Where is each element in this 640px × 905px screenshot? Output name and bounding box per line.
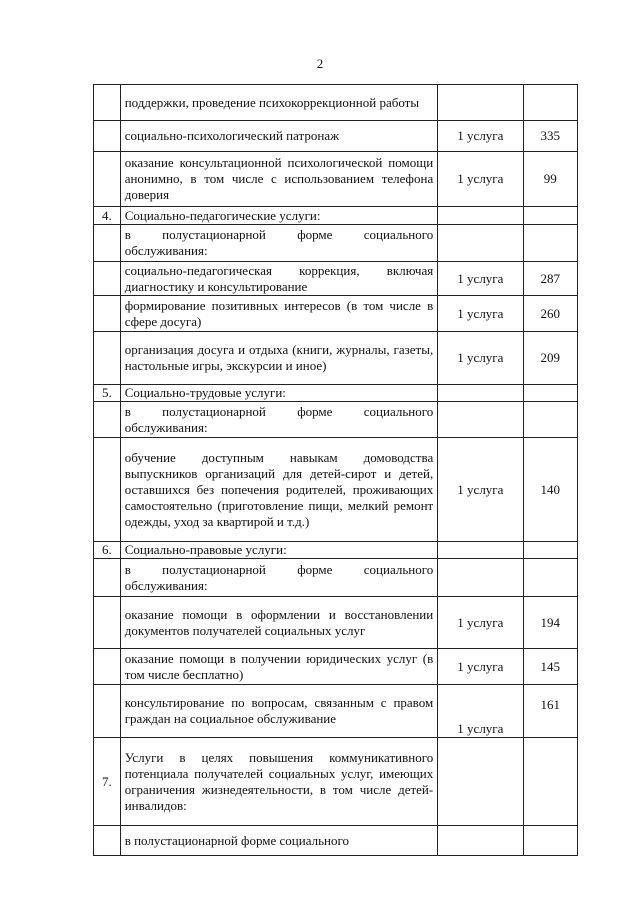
row-number (94, 685, 121, 738)
unit-cell: 1 услуга (438, 296, 523, 332)
page-number: 2 (316, 56, 324, 71)
price-cell (523, 542, 578, 559)
table-row (94, 826, 578, 856)
service-description: в полустационарной форме социального обслуживания: (120, 559, 438, 597)
service-description: оказание помощи в оформлении и восстановлении документов получателей социальных услуг (120, 597, 438, 649)
table-row (94, 685, 578, 738)
unit-cell (438, 542, 523, 559)
row-number (94, 438, 121, 542)
row-number (94, 826, 121, 856)
price-cell (523, 826, 578, 856)
table-row (94, 385, 578, 402)
table-row (94, 542, 578, 559)
unit-cell (438, 559, 523, 597)
row-number (94, 85, 121, 121)
row-number (94, 121, 121, 152)
row-number (94, 262, 121, 296)
service-description: в полустационарной форме социального обслуживания: (120, 225, 438, 262)
price-cell (523, 402, 578, 438)
unit-cell (438, 207, 523, 225)
price-cell: 209 (523, 332, 578, 385)
table-row (94, 559, 578, 597)
unit-cell: 1 услуга (438, 152, 523, 207)
unit-cell (438, 85, 523, 121)
price-cell (523, 207, 578, 225)
unit-cell: 1 услуга (438, 438, 523, 542)
price-cell (523, 85, 578, 121)
table-row (94, 121, 578, 152)
row-number (94, 597, 121, 649)
table-row (94, 225, 578, 262)
row-number (94, 225, 121, 262)
service-description: социально-педагогическая коррекция, включая диагностику и консультирование (120, 262, 438, 296)
row-number: 4. (94, 207, 121, 225)
row-number: 5. (94, 385, 121, 402)
price-cell (523, 559, 578, 597)
unit-cell (438, 826, 523, 856)
table-row (94, 207, 578, 225)
service-description: консультирование по вопросам, связанным с правом граждан на социальное обслуживание (120, 685, 438, 738)
price-cell (523, 738, 578, 826)
table-row (94, 296, 578, 332)
price-cell (523, 225, 578, 262)
table-row (94, 152, 578, 207)
service-description: формирование позитивных интересов (в том числе в сфере досуга) (120, 296, 438, 332)
row-number (94, 332, 121, 385)
price-cell: 99 (523, 152, 578, 207)
service-description: поддержки, проведение психокоррекционной работы (120, 85, 438, 121)
unit-cell: 1 услуга (438, 649, 523, 685)
unit-cell: 1 услуга (438, 121, 523, 152)
section-title: Социально-педагогические услуги: (120, 207, 438, 225)
unit-cell (438, 402, 523, 438)
services-table (93, 84, 578, 856)
table-row (94, 597, 578, 649)
table-row (94, 649, 578, 685)
service-description: в полустационарной форме социального обслуживания: (120, 402, 438, 438)
row-number (94, 152, 121, 207)
section-title: Услуги в целях повышения коммуникативного потенциала получателей социальных услуг, имеющих ограничения жизнедеятельности, в том числе детей-инвалидов: (120, 738, 438, 826)
service-description: организация досуга и отдыха (книги, журналы, газеты, настольные игры, экскурсии и иное) (120, 332, 438, 385)
price-cell: 140 (523, 438, 578, 542)
section-title: Социально-трудовые услуги: (120, 385, 438, 402)
table-row (94, 738, 578, 826)
unit-cell: 1 услуга (438, 597, 523, 649)
row-number (94, 296, 121, 332)
price-cell: 335 (523, 121, 578, 152)
price-cell: 260 (523, 296, 578, 332)
table-row (94, 332, 578, 385)
unit-cell: 1 услуга (438, 685, 523, 738)
row-number (94, 559, 121, 597)
unit-cell (438, 738, 523, 826)
service-description: в полустационарной форме социального (120, 826, 438, 856)
table-row (94, 438, 578, 542)
service-description: оказание консультационной психологической помощи анонимно, в том числе с использованием телефона доверия (120, 152, 438, 207)
price-cell: 287 (523, 262, 578, 296)
row-number (94, 649, 121, 685)
table-row (94, 85, 578, 121)
price-cell: 194 (523, 597, 578, 649)
unit-cell: 1 услуга (438, 332, 523, 385)
unit-cell (438, 225, 523, 262)
price-cell: 161 (523, 685, 578, 738)
table-row (94, 262, 578, 296)
unit-cell: 1 услуга (438, 262, 523, 296)
unit-cell (438, 385, 523, 402)
row-number: 7. (94, 738, 121, 826)
price-cell (523, 385, 578, 402)
service-description: социально-психологический патронаж (120, 121, 438, 152)
price-cell: 145 (523, 649, 578, 685)
row-number (94, 402, 121, 438)
table-row (94, 402, 578, 438)
service-description: обучение доступным навыкам домоводства выпускников организаций для детей-сирот и детей, оставшихся без попечения родителей, проживающих самостоятельно (приготовление пищи, мелкий ремонт одежды, уход за квартирой и т.д.) (120, 438, 438, 542)
section-title: Социально-правовые услуги: (120, 542, 438, 559)
row-number: 6. (94, 542, 121, 559)
service-description: оказание помощи в получении юридических услуг (в том числе бесплатно) (120, 649, 438, 685)
